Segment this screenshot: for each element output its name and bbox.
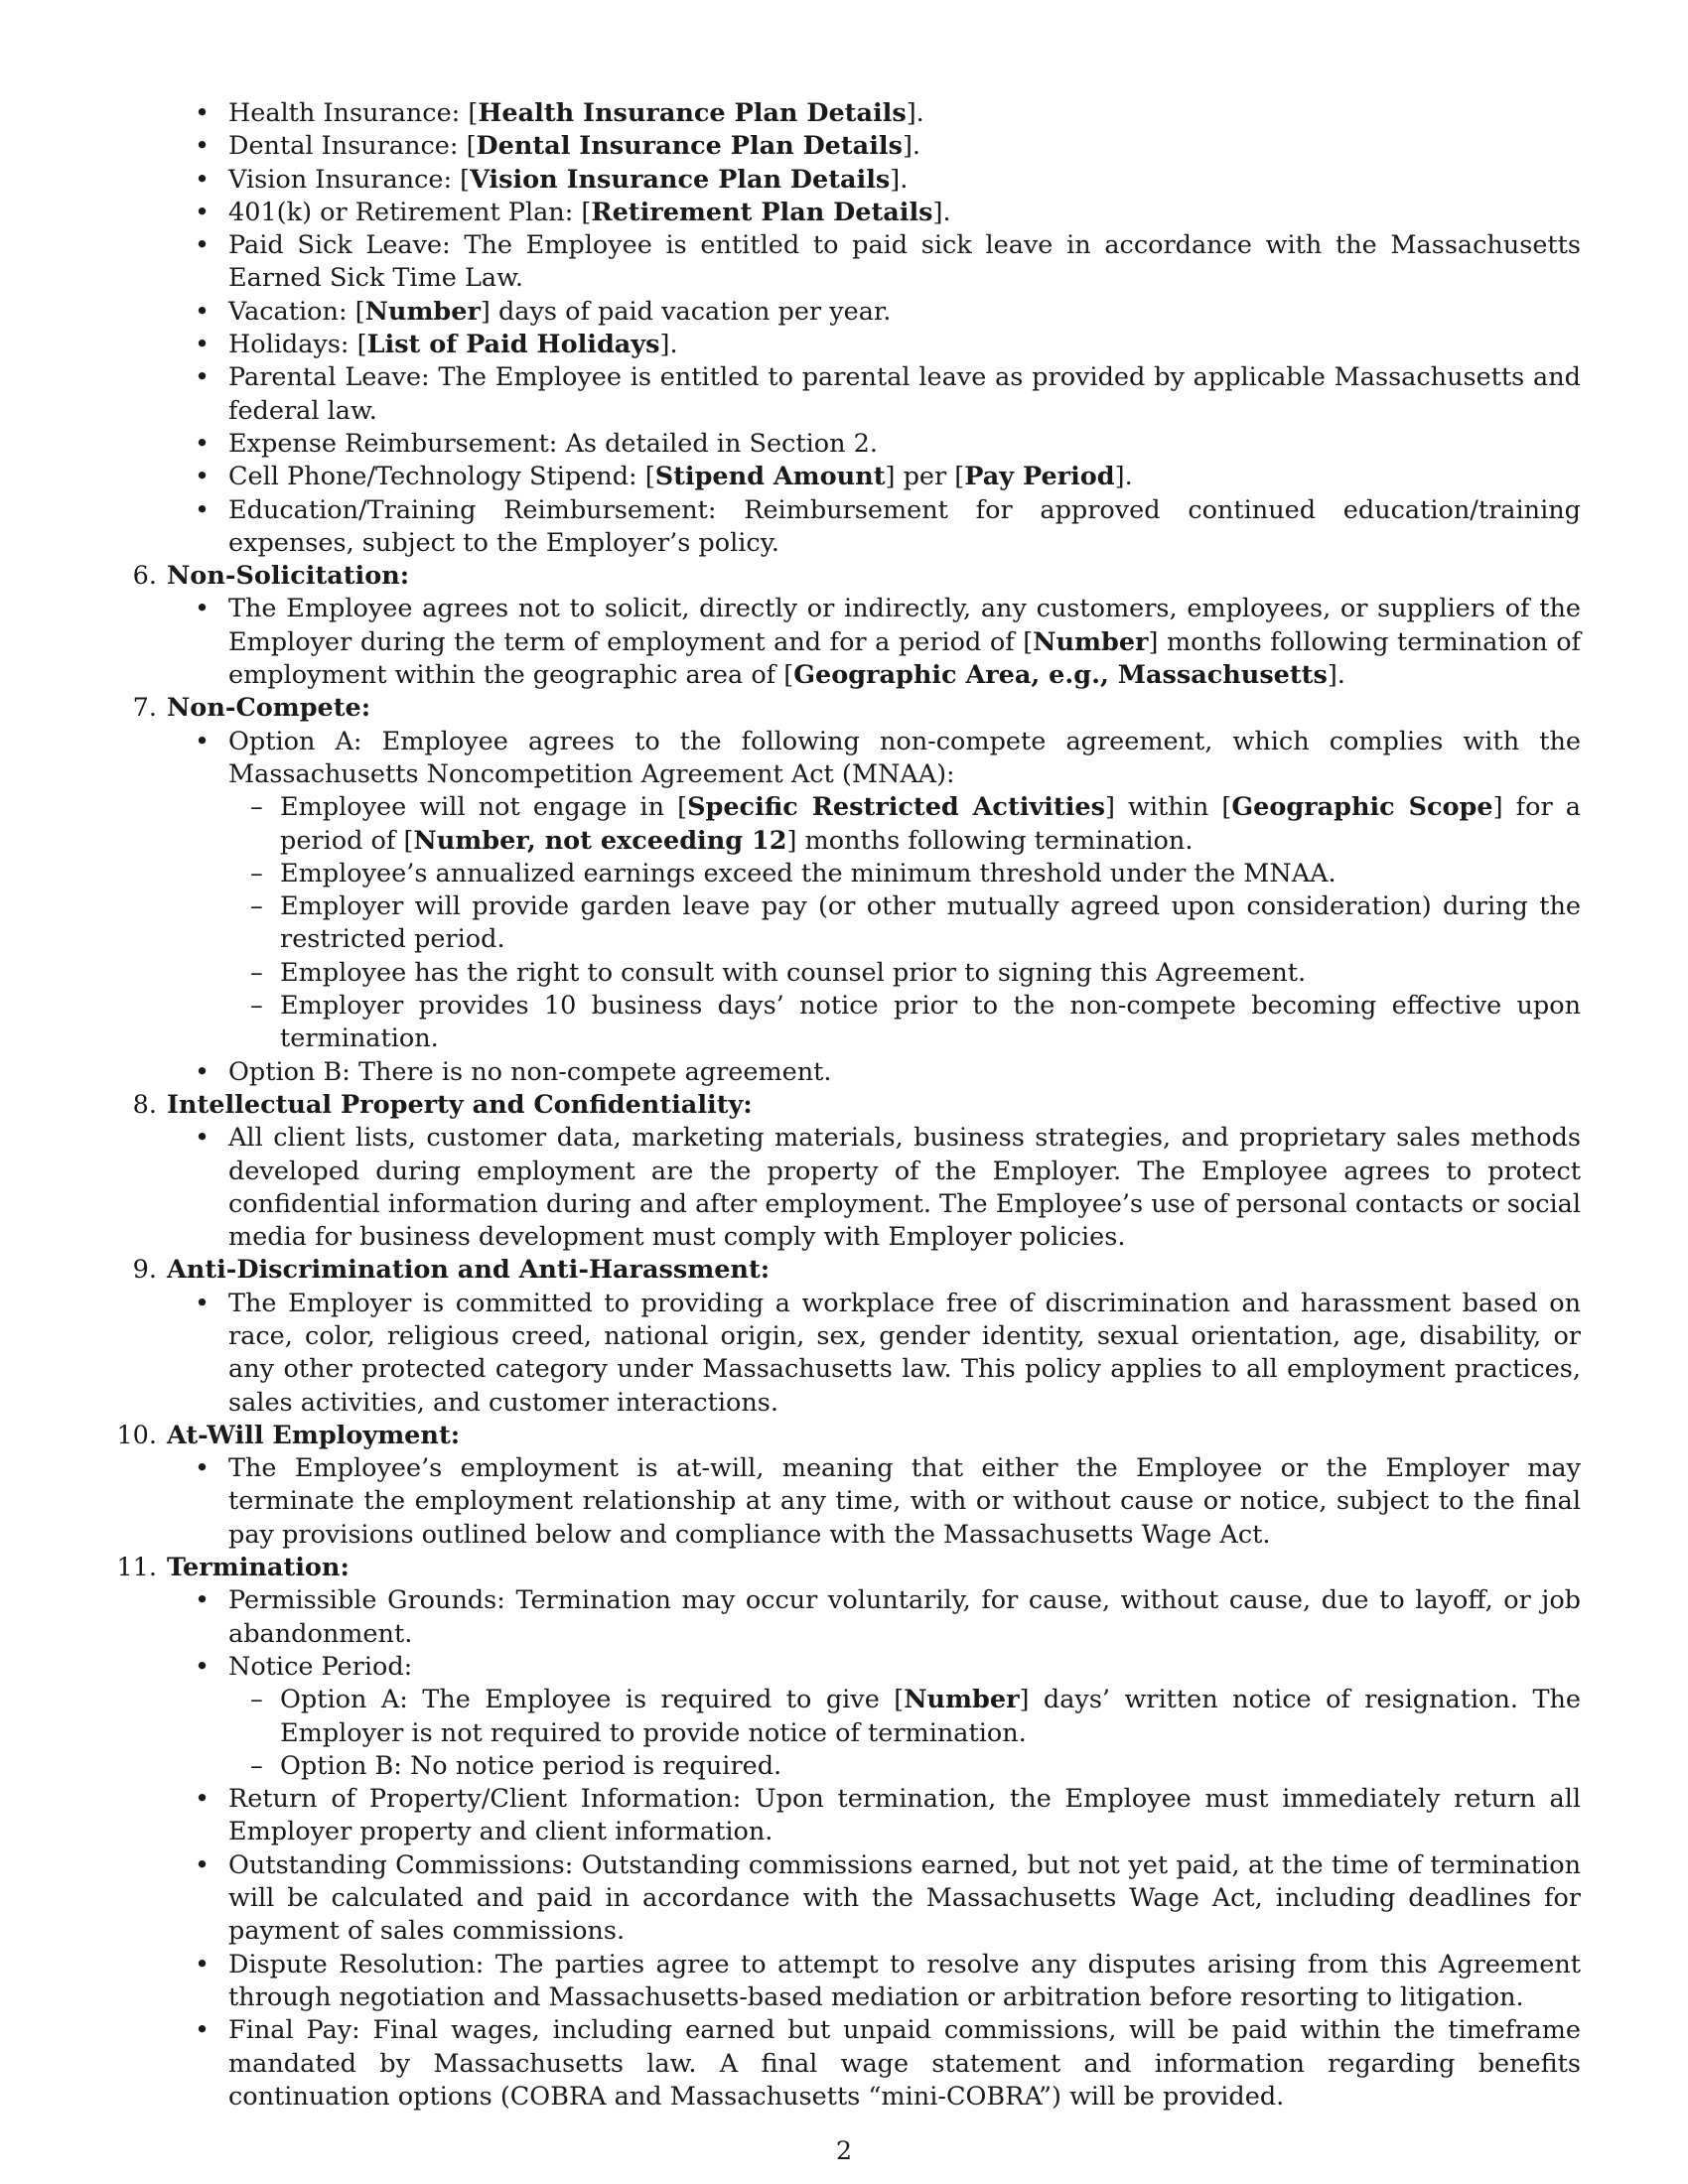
sub-list-item: – Employer will provide garden leave pay (or other mutually agreed upon consideration) during the restricted period. <box>228 890 1581 957</box>
benefit-vacation: • Vacation: [Number] days of paid vacation per year. <box>167 296 1581 329</box>
list-item: • Final Pay: Final wages, including earned but unpaid commissions, will be paid within the timeframe mandated by Massachusetts law. A final wage statement and information regarding benefits continuation options (COBRA and Massachusetts “mini-COBRA”) will be provided. <box>167 2014 1581 2114</box>
section-heading: 6. Non-Solicitation: <box>132 561 410 592</box>
sub-list-item: – Option B: No notice period is required. <box>228 1750 1581 1783</box>
section-non-compete <box>132 692 1581 1089</box>
section-at-will <box>116 1420 1581 1552</box>
benefit-education: • Education/Training Reimbursement: Reimbursement for approved continued education/training expenses, subject to the Employer’s policy. <box>167 494 1581 561</box>
benefit-parental-leave: • Parental Leave: The Employee is entitled to parental leave as provided by applicable Massachusetts and federal law. <box>167 361 1581 428</box>
benefit-holidays: • Holidays: [List of Paid Holidays]. <box>167 329 1581 361</box>
section-heading: 10. At-Will Employment: <box>116 1420 461 1450</box>
list-item: • Dispute Resolution: The parties agree to attempt to resolve any disputes arising from this Agreement through negotiation and Massachusetts-based mediation or arbitration before resorting to litigation. <box>167 1949 1581 2015</box>
list-item: • The Employee agrees not to solicit, directly or indirectly, any customers, employees, or suppliers of the Employer during the term of employment and for a period of [Number] months following termination of employment within the geographic area of [Geographic Area, e.g., Massachusetts]. <box>167 593 1581 692</box>
sub-list-item: – Employee’s annualized earnings exceed the minimum threshold under the MNAA. <box>228 858 1581 890</box>
benefit-expense: • Expense Reimbursement: As detailed in Section 2. <box>167 428 1581 461</box>
list-item: • Option A: Employee agrees to the following non-compete agreement, which complies with the Massachusetts Noncompetition Agreement Act (MNAA): – Employee will not engage in [Specific Restricted Activities] within [Geographic Scope] for a period of [Number, not exceeding 12] months following termination. – Employee’s annualized earnings exceed the minimum threshold under the MNAA. – Employer will provide garden leave pay (or other mutually agreed upon consideration) during the restricted period. – Employee has the right to consult with counsel prior to signing this Agreement. – Employer provides 10 business days’ notice prior to the non-compete becoming effective upon termination. <box>167 726 1581 1056</box>
list-item: • All client lists, customer data, marketing materials, business strategies, and proprietary sales methods developed during employment are the property of the Employer. The Employee agrees to protect confidential information during and after employment. The Employee’s use of personal contacts or social media for business development must comply with Employer policies. <box>167 1122 1581 1254</box>
sub-list-item: – Employee has the right to consult with counsel prior to signing this Agreement. <box>228 957 1581 990</box>
section-heading: 8. Intellectual Property and Confidentiality: <box>132 1089 753 1120</box>
sub-list-item: – Employer provides 10 business days’ notice prior to the non-compete becoming effective upon termination. <box>228 990 1581 1056</box>
sub-list-item: – Option A: The Employee is required to give [Number] days’ written notice of resignation. The Employer is not required to provide notice of termination. <box>228 1684 1581 1750</box>
list-item: • Return of Property/Client Information: Upon termination, the Employee must immediately return all Employer property and client information. <box>167 1783 1581 1849</box>
benefit-health: • Health Insurance: [Health Insurance Plan Details]. <box>167 97 1581 130</box>
list-item: • Option B: There is no non-compete agreement. <box>167 1056 1581 1089</box>
list-item: • The Employee’s employment is at-will, meaning that either the Employee or the Employer may terminate the employment relationship at any time, with or without cause or notice, subject to the final pay provisions outlined below and compliance with the Massachusetts Wage Act. <box>167 1452 1581 1552</box>
benefit-sick-leave: • Paid Sick Leave: The Employee is entitled to paid sick leave in accordance with the Massachusetts Earned Sick Time Law. <box>167 229 1581 296</box>
benefits-list <box>167 97 1581 560</box>
section-termination <box>116 1552 1581 2114</box>
section-heading: 11. Termination: <box>116 1553 350 1583</box>
page-number: 2 <box>835 2136 853 2166</box>
document-body <box>116 97 1581 2114</box>
section-non-solicitation <box>132 560 1581 692</box>
section-intellectual-property <box>132 1089 1581 1254</box>
benefit-dental: • Dental Insurance: [Dental Insurance Plan Details]. <box>167 130 1581 163</box>
benefit-vision: • Vision Insurance: [Vision Insurance Plan Details]. <box>167 164 1581 197</box>
section-heading: 9. Anti-Discrimination and Anti-Harassment: <box>132 1255 771 1286</box>
section-heading: 7. Non-Compete: <box>132 693 371 724</box>
section-anti-discrimination <box>132 1254 1581 1419</box>
list-item: • Permissible Grounds: Termination may occur voluntarily, for cause, without cause, due to layoff, or job abandonment. <box>167 1584 1581 1651</box>
sub-list-item: – Employee will not engage in [Specific Restricted Activities] within [Geographic Scope] for a period of [Number, not exceeding 12] months following termination. <box>228 791 1581 858</box>
list-item: • Notice Period: – Option A: The Employee is required to give [Number] days’ written notice of resignation. The Employer is not required to provide notice of termination. – Option B: No notice period is required. <box>167 1651 1581 1783</box>
benefit-stipend: • Cell Phone/Technology Stipend: [Stipend Amount] per [Pay Period]. <box>167 461 1581 493</box>
benefit-retirement: • 401(k) or Retirement Plan: [Retirement Plan Details]. <box>167 197 1581 229</box>
list-item: • The Employer is committed to providing a workplace free of discrimination and harassment based on race, color, religious creed, national origin, sex, gender identity, sexual orientation, age, disability, or any other protected category under Massachusetts law. This policy applies to all employment practices, sales activities, and customer interactions. <box>167 1288 1581 1420</box>
list-item: • Outstanding Commissions: Outstanding commissions earned, but not yet paid, at the time of termination will be calculated and paid in accordance with the Massachusetts Wage Act, including deadlines for payment of sales commissions. <box>167 1849 1581 1949</box>
